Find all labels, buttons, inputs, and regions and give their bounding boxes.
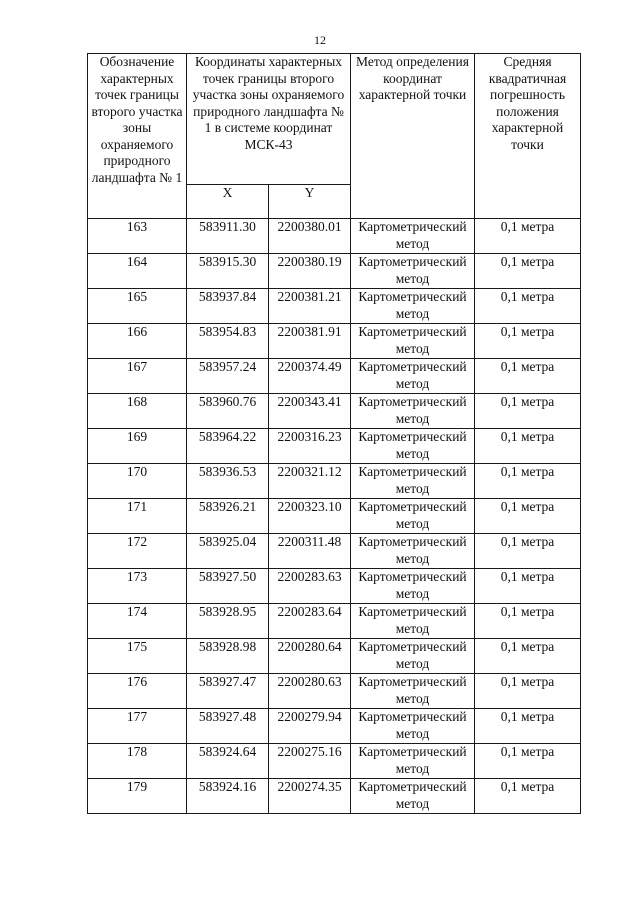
- error-cell: 0,1 метра: [475, 534, 581, 569]
- x-coordinate-cell: 583924.64: [187, 744, 269, 779]
- x-coordinate-cell: 583954.83: [187, 324, 269, 359]
- method-cell: [351, 569, 475, 604]
- table-row: [88, 639, 581, 674]
- table-row: [88, 289, 581, 324]
- method-line-2: метод: [395, 480, 430, 496]
- method-cell: [351, 499, 475, 534]
- x-coordinate-cell: 583928.95: [187, 604, 269, 639]
- table-body: [88, 219, 581, 814]
- method-line-1: Картометрический: [358, 744, 467, 759]
- y-coordinate-cell: 2200323.10: [269, 499, 351, 534]
- x-coordinate-cell: 583915.30: [187, 254, 269, 289]
- y-coordinate-cell: 2200275.16: [269, 744, 351, 779]
- header-designation: Обозначение характерных точек границы второго участка зоны охраняемого природного ландшафта № 1: [88, 54, 187, 219]
- header-x: X: [187, 185, 269, 219]
- method-cell: [351, 709, 475, 744]
- table-row: [88, 534, 581, 569]
- x-coordinate-cell: 583927.50: [187, 569, 269, 604]
- method-cell: [351, 534, 475, 569]
- method-line-2: метод: [395, 410, 430, 426]
- x-coordinate-cell: 583911.30: [187, 219, 269, 254]
- error-cell: 0,1 метра: [475, 289, 581, 324]
- method-line-2: метод: [395, 760, 430, 776]
- header-method: Метод определения координат характерной точки: [351, 54, 475, 219]
- error-cell: 0,1 метра: [475, 604, 581, 639]
- method-line-2: метод: [395, 690, 430, 706]
- method-cell: [351, 254, 475, 289]
- x-coordinate-cell: 583937.84: [187, 289, 269, 324]
- point-id-cell: 163: [88, 219, 187, 254]
- method-line-1: Картометрический: [358, 674, 467, 689]
- header-error: Средняя квадратичная погрешность положения характерной точки: [475, 54, 581, 219]
- x-coordinate-cell: 583964.22: [187, 429, 269, 464]
- point-id-cell: 179: [88, 779, 187, 814]
- method-line-1: Картометрический: [358, 569, 467, 584]
- error-cell: 0,1 метра: [475, 569, 581, 604]
- point-id-cell: 170: [88, 464, 187, 499]
- table-row: [88, 744, 581, 779]
- table-row: [88, 394, 581, 429]
- error-cell: 0,1 метра: [475, 394, 581, 429]
- method-line-1: Картометрический: [358, 639, 467, 654]
- x-coordinate-cell: 583957.24: [187, 359, 269, 394]
- error-cell: 0,1 метра: [475, 219, 581, 254]
- coordinates-table: [87, 53, 581, 814]
- error-cell: 0,1 метра: [475, 674, 581, 709]
- method-line-2: метод: [395, 795, 430, 811]
- header-coordinates: Координаты характерных точек границы второго участка зоны охраняемого природного ландшафта № 1 в системе координат МСК-43: [187, 54, 351, 185]
- method-line-2: метод: [395, 340, 430, 356]
- x-coordinate-cell: 583960.76: [187, 394, 269, 429]
- y-coordinate-cell: 2200311.48: [269, 534, 351, 569]
- point-id-cell: 168: [88, 394, 187, 429]
- table-row: [88, 779, 581, 814]
- method-line-1: Картометрический: [358, 324, 467, 339]
- error-cell: 0,1 метра: [475, 639, 581, 674]
- table-row: [88, 429, 581, 464]
- method-cell: [351, 604, 475, 639]
- method-line-2: метод: [395, 305, 430, 321]
- method-line-1: Картометрический: [358, 534, 467, 549]
- point-id-cell: 172: [88, 534, 187, 569]
- point-id-cell: 178: [88, 744, 187, 779]
- method-cell: [351, 464, 475, 499]
- method-line-1: Картометрический: [358, 359, 467, 374]
- y-coordinate-cell: 2200274.35: [269, 779, 351, 814]
- y-coordinate-cell: 2200381.91: [269, 324, 351, 359]
- method-cell: [351, 394, 475, 429]
- method-line-1: Картометрический: [358, 604, 467, 619]
- x-coordinate-cell: 583928.98: [187, 639, 269, 674]
- method-line-2: метод: [395, 585, 430, 601]
- x-coordinate-cell: 583936.53: [187, 464, 269, 499]
- error-cell: 0,1 метра: [475, 709, 581, 744]
- y-coordinate-cell: 2200374.49: [269, 359, 351, 394]
- method-cell: [351, 429, 475, 464]
- point-id-cell: 167: [88, 359, 187, 394]
- method-line-2: метод: [395, 515, 430, 531]
- table-row: [88, 569, 581, 604]
- table-row: [88, 219, 581, 254]
- error-cell: 0,1 метра: [475, 359, 581, 394]
- y-coordinate-cell: 2200280.63: [269, 674, 351, 709]
- y-coordinate-cell: 2200283.63: [269, 569, 351, 604]
- method-cell: [351, 744, 475, 779]
- error-cell: 0,1 метра: [475, 464, 581, 499]
- x-coordinate-cell: 583925.04: [187, 534, 269, 569]
- method-line-1: Картометрический: [358, 499, 467, 514]
- point-id-cell: 166: [88, 324, 187, 359]
- point-id-cell: 173: [88, 569, 187, 604]
- table-row: [88, 464, 581, 499]
- point-id-cell: 175: [88, 639, 187, 674]
- x-coordinate-cell: 583927.47: [187, 674, 269, 709]
- method-line-1: Картометрический: [358, 394, 467, 409]
- error-cell: 0,1 метра: [475, 779, 581, 814]
- header-y: Y: [269, 185, 351, 219]
- error-cell: 0,1 метра: [475, 254, 581, 289]
- method-line-2: метод: [395, 375, 430, 391]
- method-line-1: Картометрический: [358, 779, 467, 794]
- y-coordinate-cell: 2200343.41: [269, 394, 351, 429]
- y-coordinate-cell: 2200380.01: [269, 219, 351, 254]
- method-line-1: Картометрический: [358, 464, 467, 479]
- error-cell: 0,1 метра: [475, 499, 581, 534]
- point-id-cell: 165: [88, 289, 187, 324]
- point-id-cell: 169: [88, 429, 187, 464]
- method-line-2: метод: [395, 550, 430, 566]
- method-line-2: метод: [395, 445, 430, 461]
- method-cell: [351, 674, 475, 709]
- method-line-1: Картометрический: [358, 219, 467, 234]
- point-id-cell: 177: [88, 709, 187, 744]
- method-line-1: Картометрический: [358, 289, 467, 304]
- method-line-1: Картометрический: [358, 429, 467, 444]
- y-coordinate-cell: 2200283.64: [269, 604, 351, 639]
- method-line-1: Картометрический: [358, 709, 467, 724]
- method-cell: [351, 219, 475, 254]
- x-coordinate-cell: 583926.21: [187, 499, 269, 534]
- table-row: [88, 709, 581, 744]
- point-id-cell: 174: [88, 604, 187, 639]
- x-coordinate-cell: 583927.48: [187, 709, 269, 744]
- method-line-1: Картометрический: [358, 254, 467, 269]
- error-cell: 0,1 метра: [475, 324, 581, 359]
- y-coordinate-cell: 2200380.19: [269, 254, 351, 289]
- point-id-cell: 171: [88, 499, 187, 534]
- y-coordinate-cell: 2200280.64: [269, 639, 351, 674]
- method-cell: [351, 359, 475, 394]
- error-cell: 0,1 метра: [475, 744, 581, 779]
- y-coordinate-cell: 2200316.23: [269, 429, 351, 464]
- method-line-2: метод: [395, 655, 430, 671]
- table-row: [88, 359, 581, 394]
- table-row: [88, 324, 581, 359]
- page-number: 12: [314, 33, 326, 47]
- method-cell: [351, 779, 475, 814]
- x-coordinate-cell: 583924.16: [187, 779, 269, 814]
- method-line-2: метод: [395, 725, 430, 741]
- method-line-2: метод: [395, 270, 430, 286]
- point-id-cell: 176: [88, 674, 187, 709]
- method-cell: [351, 324, 475, 359]
- y-coordinate-cell: 2200279.94: [269, 709, 351, 744]
- error-cell: 0,1 метра: [475, 429, 581, 464]
- table-row: [88, 674, 581, 709]
- table-row: [88, 499, 581, 534]
- table-row: [88, 254, 581, 289]
- method-line-2: метод: [395, 235, 430, 251]
- point-id-cell: 164: [88, 254, 187, 289]
- table-row: [88, 604, 581, 639]
- table-header-row: [88, 54, 581, 185]
- y-coordinate-cell: 2200321.12: [269, 464, 351, 499]
- method-line-2: метод: [395, 620, 430, 636]
- method-cell: [351, 289, 475, 324]
- method-cell: [351, 639, 475, 674]
- y-coordinate-cell: 2200381.21: [269, 289, 351, 324]
